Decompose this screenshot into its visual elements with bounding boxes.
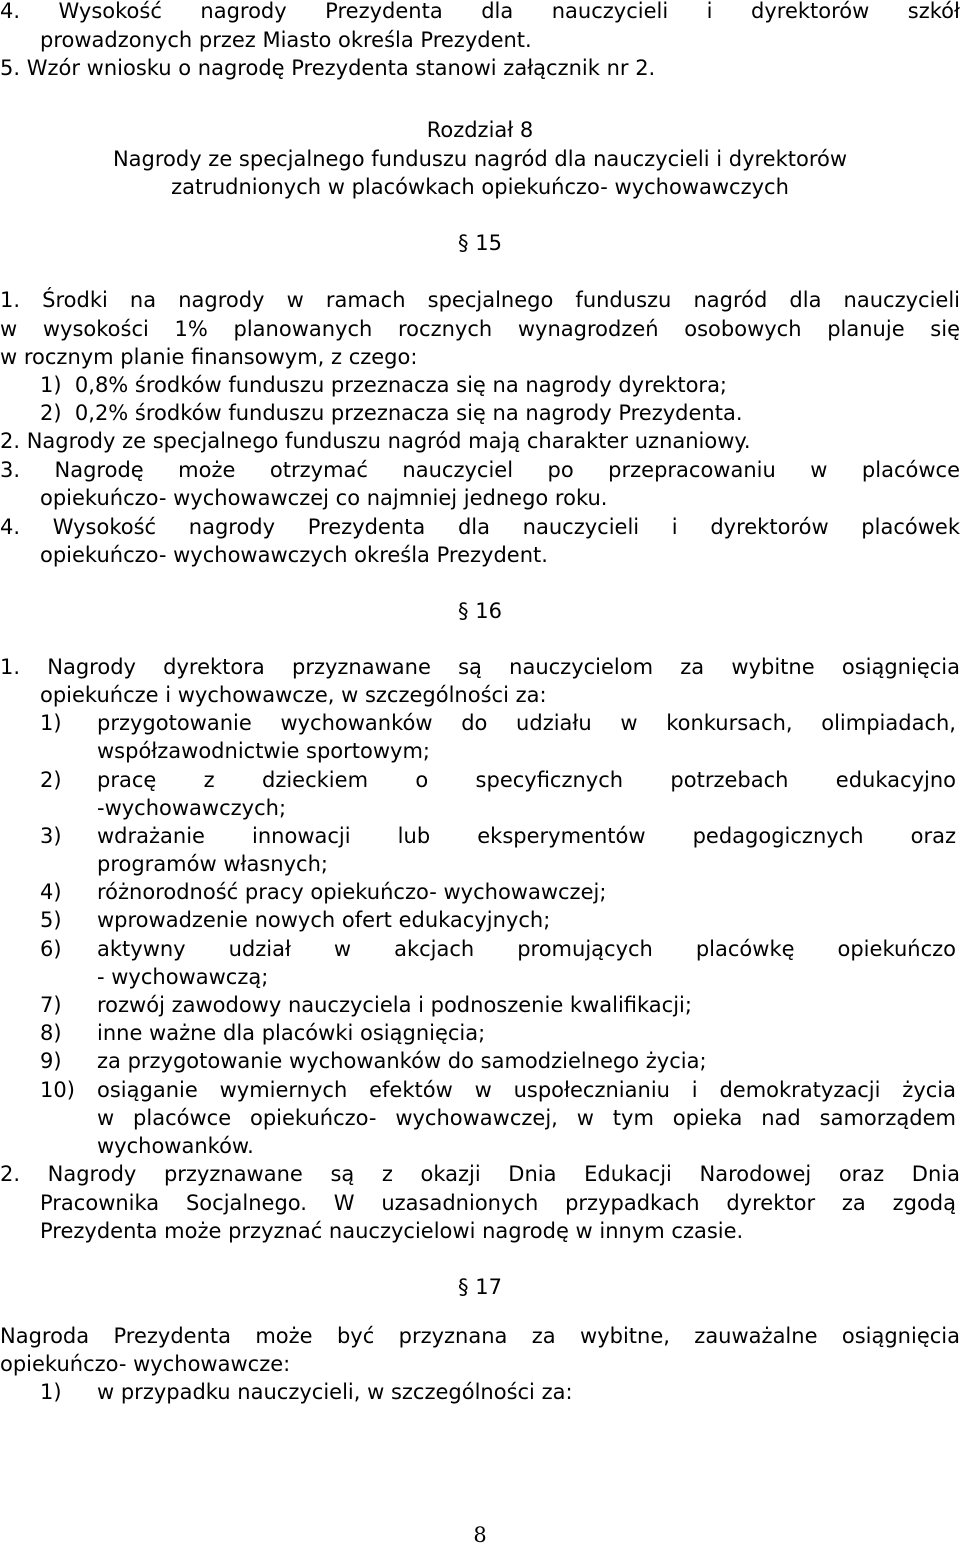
paragraph-line: opiekuńczo- wychowawcze:: [0, 1352, 291, 1376]
list-item: współzawodnictwie sportowym;: [97, 739, 431, 763]
list-item: aktywny udział w akcjach promujących placówkę opiekuńczo: [97, 937, 956, 961]
list-item: rozwój zawodowy nauczyciela i podnoszenie kwalifikacji;: [97, 993, 692, 1017]
paragraph-line: w rocznym planie finansowym, z czego:: [0, 345, 418, 369]
list-item: w placówce opiekuńczo- wychowawczej, w tym opieka nad samorządem: [97, 1106, 956, 1130]
paragraph-line: Prezydenta może przyznać nauczycielowi nagrodę w innym czasie.: [40, 1219, 744, 1243]
list-item: przygotowanie wychowanków do udziału w konkursach, olimpiadach,: [97, 711, 956, 735]
list-item: osiąganie wymiernych efektów w uspołecznianiu i demokratyzacji życia: [97, 1078, 956, 1102]
chapter-title: Rozdział 8: [426, 118, 534, 142]
paragraph-line: 1. Nagrody dyrektora przyznawane są nauczycielom za wybitne osiągnięcia: [0, 655, 960, 679]
list-number: 7): [40, 993, 62, 1017]
list-number: 9): [40, 1049, 62, 1073]
paragraph-line: 1. Środki na nagrody w ramach specjalnego funduszu nagród dla nauczycieli: [0, 288, 960, 312]
list-number: 5): [40, 908, 62, 932]
chapter-subtitle: Nagrody ze specjalnego funduszu nagród dla nauczycieli i dyrektorów: [112, 147, 848, 171]
list-item: inne ważne dla placówki osiągnięcia;: [97, 1021, 486, 1045]
paragraph-line: opiekuńczo- wychowawczych określa Prezydent.: [40, 543, 548, 567]
list-item: -wychowawczych;: [97, 796, 287, 820]
list-number: 3): [40, 824, 62, 848]
list-number: 1): [40, 711, 62, 735]
paragraph-line: 2. Nagrody ze specjalnego funduszu nagród mają charakter uznaniowy.: [0, 429, 751, 453]
paragraph-line: 2. Nagrody przyznawane są z okazji Dnia Edukacji Narodowej oraz Dnia: [0, 1162, 960, 1186]
list-item: wprowadzenie nowych ofert edukacyjnych;: [97, 908, 551, 932]
list-number: 2): [40, 768, 62, 792]
list-item: w przypadku nauczycieli, w szczególności za:: [97, 1380, 573, 1404]
page-number: 8: [473, 1523, 487, 1547]
section-heading: § 17: [458, 1275, 502, 1299]
list-item: programów własnych;: [97, 852, 328, 876]
list-item: za przygotowanie wychowanków do samodzielnego życia;: [97, 1049, 707, 1073]
chapter-subtitle: zatrudnionych w placówkach opiekuńczo- wychowawczych: [171, 175, 789, 199]
paragraph-line: opiekuńcze i wychowawcze, w szczególności za:: [40, 683, 547, 707]
section-heading: § 16: [458, 599, 502, 623]
list-number: 10): [40, 1078, 75, 1102]
paragraph-line: prowadzonych przez Miasto określa Prezydent.: [40, 28, 532, 52]
paragraph-line: Pracownika Socjalnego. W uzasadnionych przypadkach dyrektor za zgodą: [40, 1191, 956, 1215]
paragraph-line: Nagroda Prezydenta może być przyznana za wybitne, zauważalne osiągnięcia: [0, 1324, 960, 1348]
list-number: 8): [40, 1021, 62, 1045]
list-number: 1): [40, 1380, 62, 1404]
list-item: 1) 0,8% środków funduszu przeznacza się na nagrody dyrektora;: [40, 373, 728, 397]
list-number: 6): [40, 937, 62, 961]
paragraph-line: 4. Wysokość nagrody Prezydenta dla nauczycieli i dyrektorów szkół: [0, 0, 960, 23]
list-item: różnorodność pracy opiekuńczo- wychowawczej;: [97, 880, 607, 904]
paragraph-line: 4. Wysokość nagrody Prezydenta dla nauczycieli i dyrektorów placówek: [0, 515, 960, 539]
list-item: - wychowawczą;: [97, 965, 269, 989]
list-item: 2) 0,2% środków funduszu przeznacza się na nagrody Prezydenta.: [40, 401, 743, 425]
list-number: 4): [40, 880, 62, 904]
section-heading: § 15: [458, 231, 502, 255]
list-item: pracę z dzieckiem o specyficznych potrzebach edukacyjno: [97, 768, 956, 792]
paragraph-line: opiekuńczo- wychowawczej co najmniej jednego roku.: [40, 486, 608, 510]
paragraph-line: 5. Wzór wniosku o nagrodę Prezydenta stanowi załącznik nr 2.: [0, 56, 656, 80]
paragraph-line: w wysokości 1% planowanych rocznych wynagrodzeń osobowych planuje się: [0, 317, 960, 341]
list-item: wychowanków.: [97, 1134, 254, 1158]
list-item: wdrażanie innowacji lub eksperymentów pedagogicznych oraz: [97, 824, 956, 848]
paragraph-line: 3. Nagrodę może otrzymać nauczyciel po przepracowaniu w placówce: [0, 458, 960, 482]
